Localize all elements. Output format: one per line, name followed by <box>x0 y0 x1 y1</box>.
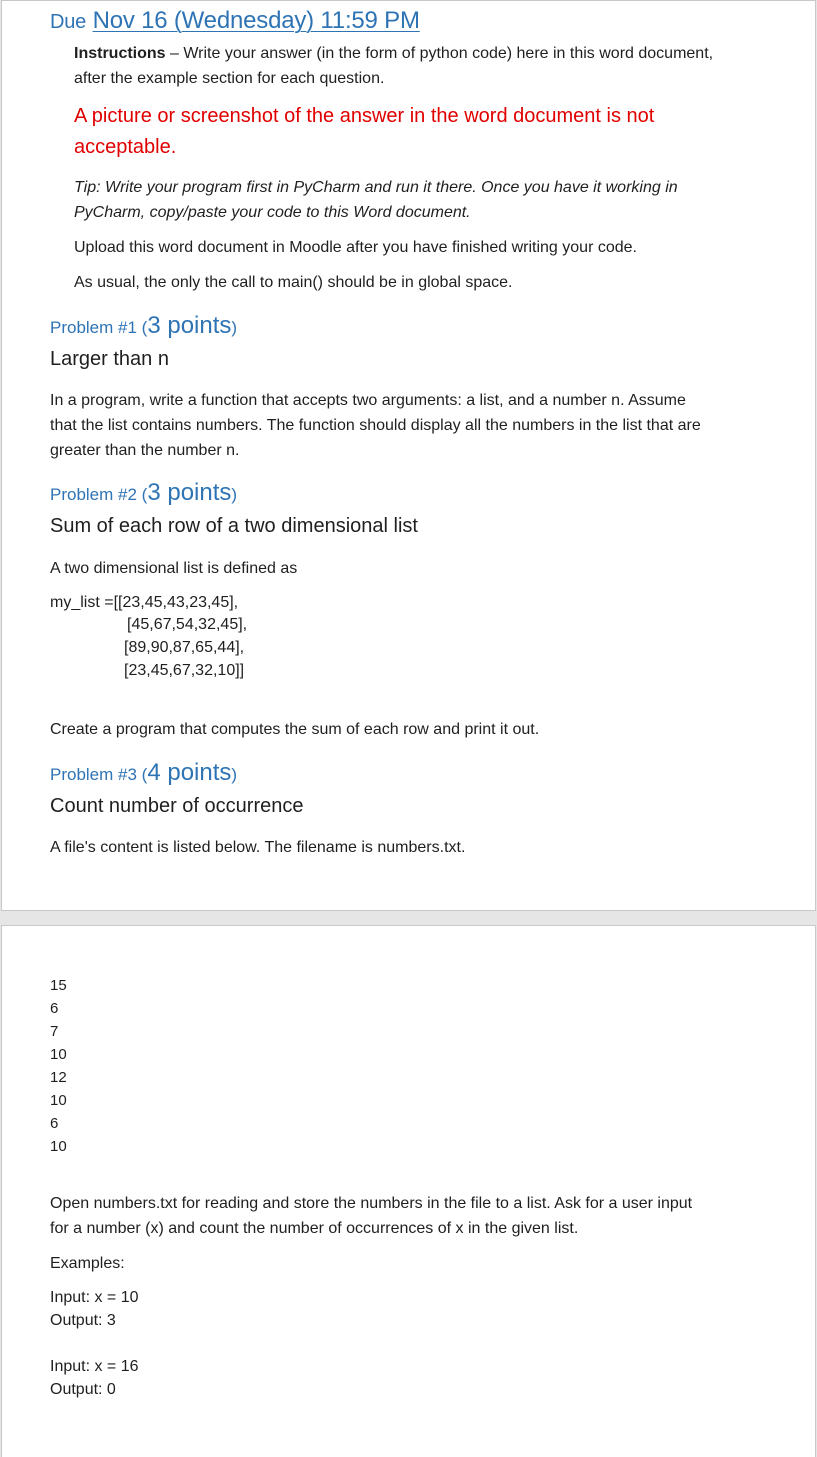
problem-1-title: Larger than n <box>50 348 169 370</box>
problem-1-points: 3 points <box>147 312 232 339</box>
problem-3-task-line-1: Open numbers.txt for reading and store the numbers in the file to a list. Ask for a user input <box>50 1195 693 1212</box>
number-line: 15 <box>50 977 67 994</box>
number-line: 7 <box>50 1023 59 1040</box>
example-1-output: Output: 3 <box>50 1312 116 1329</box>
due-date-link[interactable]: Nov 16 (Wednesday) 11:59 PM <box>92 7 420 34</box>
warning-line-2: acceptable. <box>74 136 177 158</box>
examples-label: Examples: <box>50 1255 125 1272</box>
problem-1-desc-line-2: that the list contains numbers. The function should display all the numbers in the list that are <box>50 417 701 434</box>
number-line: 6 <box>50 1000 59 1017</box>
main-note: As usual, the only the call to main() should be in global space. <box>74 274 513 291</box>
numbers-file-content <box>50 974 67 1158</box>
problem-3-task-line-2: for a number (x) and count the number of occurrences of x in the given list. <box>50 1220 579 1237</box>
number-line: 10 <box>50 1046 67 1063</box>
document-page-2 <box>1 925 816 1457</box>
problem-1-desc-line-1: In a program, write a function that accepts two arguments: a list, and a number n. Assume <box>50 392 686 409</box>
warning-line-1: A picture or screenshot of the answer in the word document is not <box>74 105 655 127</box>
number-line: 10 <box>50 1092 67 1109</box>
problem-3-heading: Problem #3 (4 points) <box>50 759 238 786</box>
problem-3-points: 4 points <box>147 759 232 786</box>
problem-1-heading: Problem #1 (3 points) <box>50 312 238 339</box>
problem-3-intro: A file's content is listed below. The filename is numbers.txt. <box>50 839 466 856</box>
instructions-line-1: Instructions – Write your answer (in the form of python code) here in this word document, <box>74 45 714 62</box>
number-line: 10 <box>50 1138 67 1155</box>
code-line-2: [45,67,54,32,45], <box>127 616 248 633</box>
example-2-input: Input: x = 16 <box>50 1358 139 1375</box>
tip-line-1: Tip: Write your program first in PyCharm and run it there. Once you have it working in <box>74 179 678 196</box>
document-page-1 <box>1 0 816 911</box>
code-line-4: [23,45,67,32,10]] <box>124 662 245 679</box>
problem-1-desc-line-3: greater than the number n. <box>50 442 240 459</box>
code-line-1: my_list =[[23,45,43,23,45], <box>50 594 239 611</box>
instructions-label: Instructions <box>74 45 166 62</box>
number-line: 6 <box>50 1115 59 1132</box>
code-line-3: [89,90,87,65,44], <box>124 639 245 656</box>
problem-2-title: Sum of each row of a two dimensional list <box>50 515 418 537</box>
problem-3-title: Count number of occurrence <box>50 795 304 817</box>
problem-2-points: 3 points <box>147 479 232 506</box>
example-1-input: Input: x = 10 <box>50 1289 139 1306</box>
problem-2-intro: A two dimensional list is defined as <box>50 560 298 577</box>
problem-2-task: Create a program that computes the sum of each row and print it out. <box>50 721 540 738</box>
example-2-output: Output: 0 <box>50 1381 116 1398</box>
instructions-line-2: after the example section for each question. <box>74 70 385 87</box>
upload-note: Upload this word document in Moodle after you have finished writing your code. <box>74 239 637 256</box>
due-prefix: Due <box>50 11 87 33</box>
number-line: 12 <box>50 1069 67 1086</box>
tip-line-2: PyCharm, copy/paste your code to this Word document. <box>74 204 471 221</box>
problem-2-heading: Problem #2 (3 points) <box>50 479 238 506</box>
due-date-heading <box>50 7 420 35</box>
